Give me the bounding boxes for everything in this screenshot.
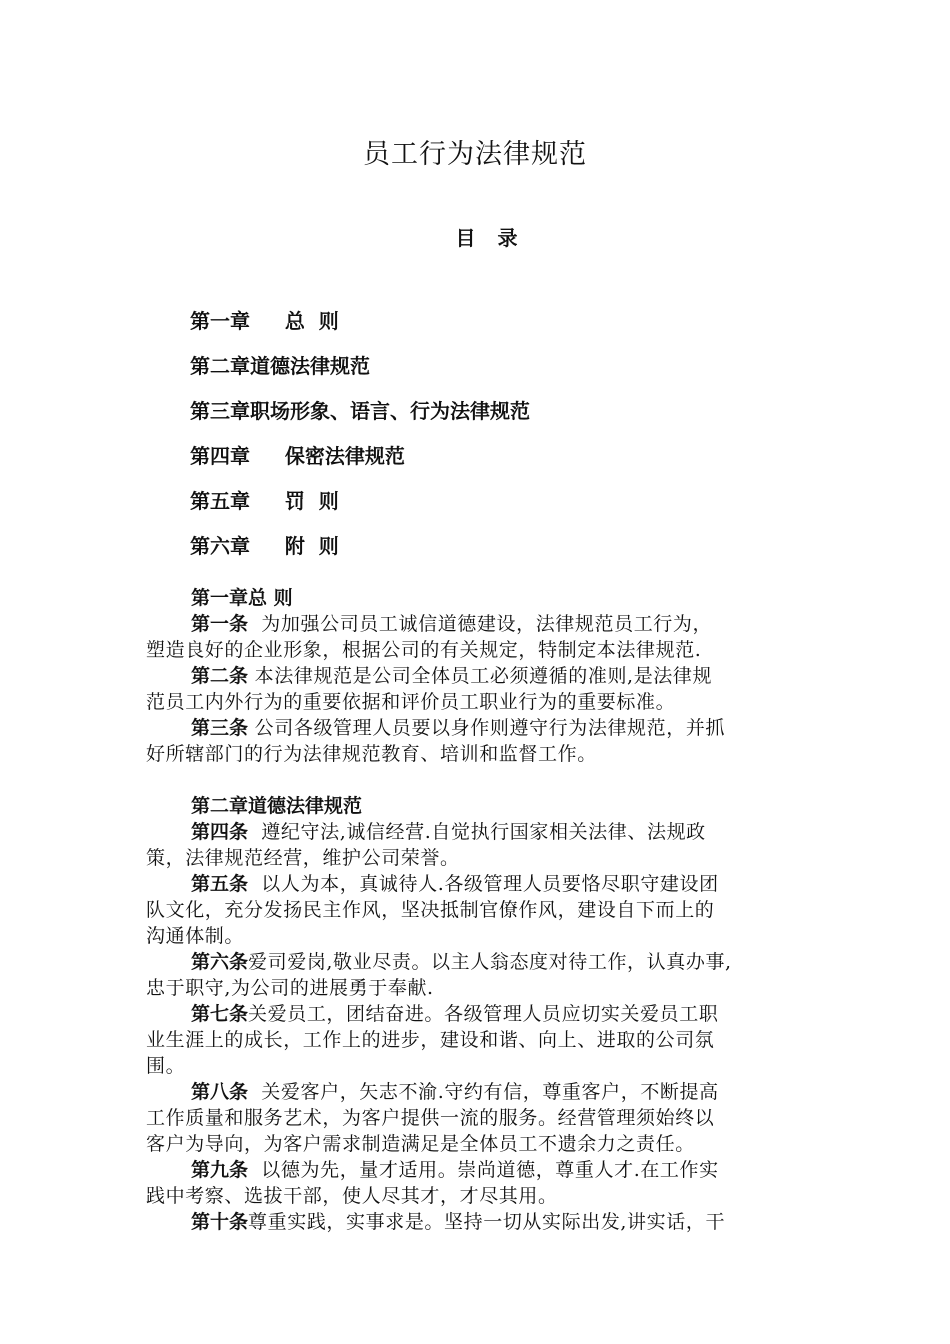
- article-text: 尊重实践，实事求是。坚持一切从实际出发,讲实话，干: [248, 1211, 726, 1233]
- article-text: 沟通体制。: [146, 925, 245, 947]
- article-text: 关爱员工，团结奋进。各级管理人员应切实关爱员工职: [248, 1003, 719, 1025]
- article: [146, 715, 826, 767]
- article: [146, 663, 826, 715]
- article-text: 爱司爱岗,敬业尽责。以主人翁态度对待工作，认真办事,: [248, 951, 732, 973]
- article: [146, 611, 826, 663]
- toc-item[interactable]: 第四章 保密法律规范: [190, 444, 405, 468]
- article: [146, 949, 826, 1001]
- article: [146, 1209, 826, 1235]
- article-text: 围。: [146, 1055, 186, 1077]
- toc-item[interactable]: 第一章 总 则: [190, 309, 339, 333]
- table-of-contents: [190, 306, 790, 576]
- article-text: 为加强公司员工诚信道德建设，法律规范员工行为，: [248, 613, 713, 635]
- chapter-heading: 第一章总 则: [191, 587, 293, 609]
- article-text: 遵纪守法,诚信经营.自觉执行国家相关法律、法规政: [248, 821, 706, 843]
- article: [146, 871, 826, 949]
- article-label: 第一条: [191, 613, 249, 635]
- article-label: 第四条: [191, 821, 249, 843]
- article: [146, 1079, 826, 1157]
- article-text: 以人为本，真诚待人.各级管理人员要恪尽职守建设团: [248, 873, 719, 895]
- article-label: 第十条: [191, 1211, 249, 1233]
- article-text: 工作质量和服务艺术，为客户提供一流的服务。经营管理须始终以: [146, 1107, 715, 1129]
- article-text: 践中考察、选拔干部，使人尽其才，才尽其用。: [146, 1185, 558, 1207]
- article-label: 第五条: [191, 873, 249, 895]
- article-label: 第七条: [191, 1003, 249, 1025]
- chapter-heading: 第二章道德法律规范: [191, 795, 363, 817]
- toc-item[interactable]: 第五章 罚 则: [190, 489, 339, 513]
- article-text: 忠于职守,为公司的进展勇于奉献.: [146, 977, 434, 999]
- article-text: 客户为导向，为客户需求制造满足是全体员工不遗余力之责任。: [146, 1133, 695, 1155]
- article-text: 好所辖部门的行为法律规范教育、培训和监督工作。: [146, 743, 597, 765]
- article-text: 公司各级管理人员要以身作则遵守行为法律规范，并抓: [248, 717, 726, 739]
- toc-item[interactable]: 第六章 附 则: [190, 534, 339, 558]
- article-text: 范员工内外行为的重要依据和评价员工职业行为的重要标准。: [146, 691, 676, 713]
- article-label: 第六条: [191, 951, 249, 973]
- article-label: 第三条: [191, 717, 249, 739]
- toc-item[interactable]: 第三章职场形象、语言、行为法律规范: [190, 399, 530, 423]
- article-text: 以德为先，量才适用。崇尚道德，尊重人才.在工作实: [248, 1159, 719, 1181]
- article-label: 第八条: [191, 1081, 249, 1103]
- article-text: 策，法律规范经营，维护公司荣誉。: [146, 847, 460, 869]
- article-label: 第九条: [191, 1159, 249, 1181]
- article: [146, 1001, 826, 1079]
- article: [146, 1157, 826, 1209]
- article-text: 塑造良好的企业形象，根据公司的有关规定，特制定本法律规范.: [146, 639, 702, 661]
- article-text: 队文化，充分发扬民主作风，坚决抵制官僚作风，建设自下而上的: [146, 899, 715, 921]
- article-text: 关爱客户，矢志不渝.守约有信，尊重客户，不断提高: [248, 1081, 719, 1103]
- article-label: 第二条: [191, 665, 249, 687]
- document-title: 员工行为法律规范: [363, 139, 587, 170]
- article-text: 本法律规范是公司全体员工必须遵循的准则,是法律规: [248, 665, 713, 687]
- toc-heading: 目录: [455, 226, 540, 250]
- article: [146, 819, 826, 871]
- toc-item[interactable]: 第二章道德法律规范: [190, 354, 370, 378]
- document-body: [146, 585, 826, 1235]
- article-text: 业生涯上的成长，工作上的进步，建设和谐、向上、进取的公司氛: [146, 1029, 715, 1051]
